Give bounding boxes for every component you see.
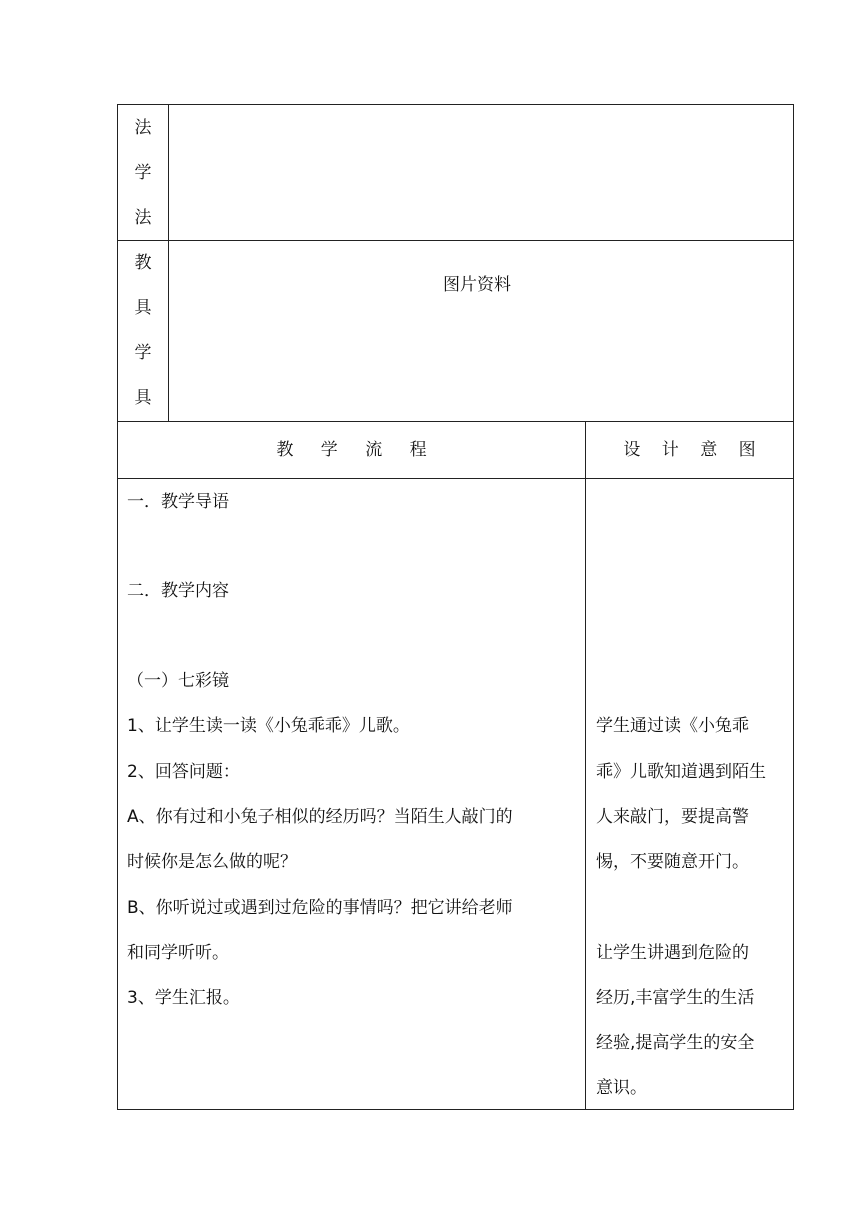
process-line: （一）七彩镜 — [127, 671, 229, 691]
tools-content: 图片资料 — [443, 275, 511, 295]
border-row1 — [117, 240, 794, 241]
process-header: 教 学 流 程 — [276, 440, 427, 460]
method-label-char: 法 — [134, 118, 152, 138]
border-row3 — [117, 478, 794, 479]
tools-label — [117, 241, 169, 421]
process-line: 一．教学导语 — [127, 492, 229, 512]
process-line: 3、学生汇报。 — [127, 988, 240, 1008]
intent-header: 设 计 意 图 — [623, 440, 756, 460]
intent-line: 经历,丰富学生的生活 — [596, 988, 755, 1008]
border-bottom — [117, 1109, 794, 1110]
tools-label-char: 具 — [134, 298, 152, 318]
intent-line: 学生通过读《小兔乖 — [596, 716, 749, 736]
process-line: A、你有过和小兔子相似的经历吗？当陌生人敲门的 — [127, 807, 513, 827]
tools-label-char: 具 — [134, 388, 152, 408]
intent-line: 乖》儿歌知道遇到陌生 — [596, 762, 766, 782]
intent-line: 让学生讲遇到危险的 — [596, 943, 749, 963]
intent-line: 经验,提高学生的安全 — [596, 1033, 755, 1053]
intent-line: 意识。 — [596, 1078, 647, 1098]
border-top — [117, 104, 794, 105]
intent-line: 人来敲门，要提高警 — [596, 807, 749, 827]
tools-label-char: 教 — [134, 253, 152, 273]
border-right — [793, 104, 794, 1110]
process-line: 2、回答问题： — [127, 762, 240, 782]
process-line: 时候你是怎么做的呢？ — [127, 852, 297, 872]
process-line: 和同学听听。 — [127, 943, 229, 963]
border-intent-col — [585, 421, 586, 1110]
process-line: 1、让学生读一读《小兔乖乖》儿歌。 — [127, 716, 410, 736]
border-row2 — [117, 421, 794, 422]
method-label-char: 学 — [134, 163, 152, 183]
process-line: 二．教学内容 — [127, 581, 229, 601]
process-line: B、你听说过或遇到过危险的事情吗？把它讲给老师 — [127, 898, 513, 918]
tools-label-char: 学 — [134, 343, 152, 363]
method-label — [117, 106, 169, 241]
method-label-char: 法 — [134, 208, 152, 228]
intent-line: 惕，不要随意开门。 — [596, 852, 749, 872]
